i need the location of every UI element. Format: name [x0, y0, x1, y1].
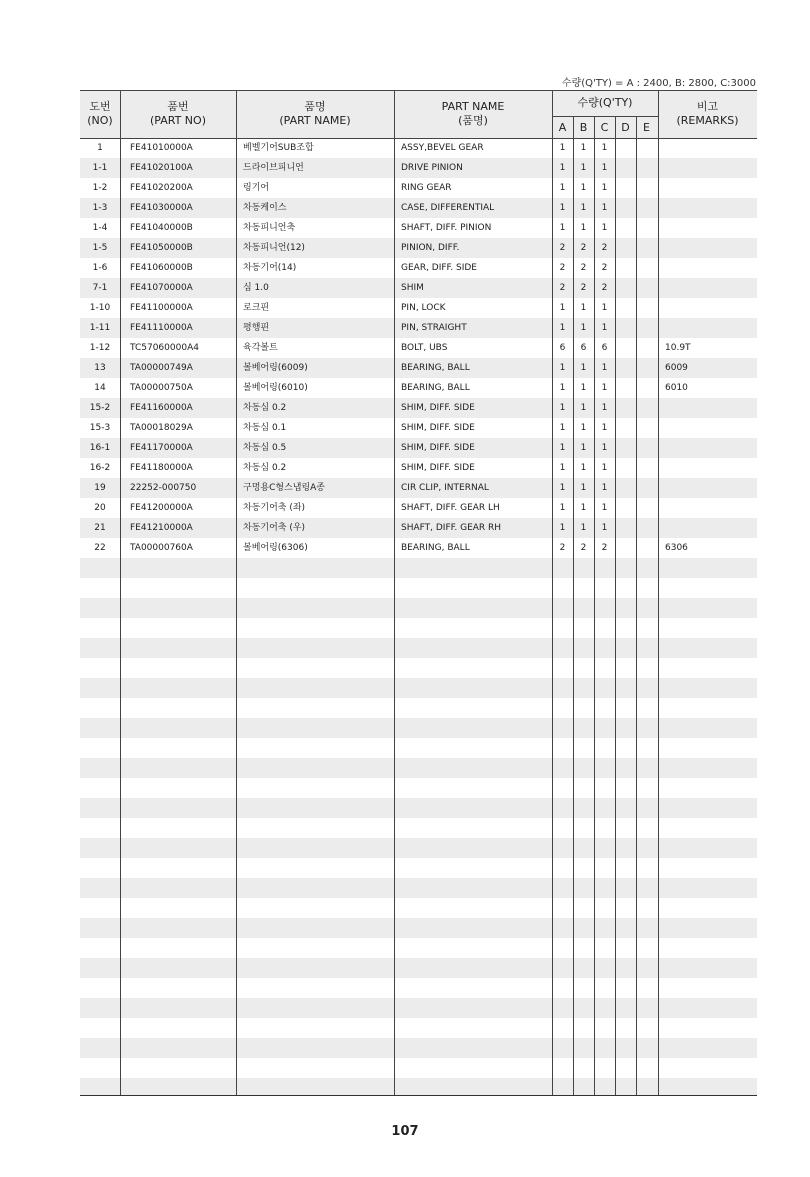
row-no: 15-2 — [89, 403, 111, 413]
column-divider — [552, 90, 553, 1096]
header-no — [80, 90, 120, 138]
row-qty-b: 1 — [580, 383, 587, 393]
row-qty-a: 1 — [559, 463, 566, 473]
row-part-no: FE41070000A — [130, 283, 193, 293]
row-name-kr: 차동심 0.2 — [243, 403, 287, 413]
table-row — [80, 338, 757, 358]
row-name-en: SHIM — [401, 283, 424, 293]
row-qty-a: 1 — [559, 423, 566, 433]
row-qty-c: 1 — [601, 363, 608, 373]
row-name-kr: 베벨기어SUB조합 — [243, 143, 314, 153]
row-qty-c: 1 — [601, 163, 608, 173]
row-qty-b: 1 — [580, 303, 587, 313]
row-name-kr: 차동기어축 (우) — [243, 523, 306, 533]
row-part-no: FE41060000B — [130, 263, 193, 273]
header-qty-b: B — [579, 120, 588, 134]
row-name-en: SHAFT, DIFF. GEAR LH — [401, 503, 500, 513]
header-ename-en: PART NAME — [441, 100, 505, 113]
row-band — [80, 1078, 757, 1096]
row-no: 1-2 — [92, 183, 108, 193]
table-row — [80, 518, 757, 538]
row-qty-c: 1 — [601, 303, 608, 313]
row-qty-c: 1 — [601, 203, 608, 213]
row-no: 1-5 — [92, 243, 108, 253]
row-name-en: PIN, LOCK — [401, 303, 446, 313]
row-qty-a: 1 — [559, 363, 566, 373]
row-band — [80, 878, 757, 898]
row-no: 1-1 — [92, 163, 108, 173]
row-part-no: FE41210000A — [130, 523, 193, 533]
row-qty-c: 1 — [601, 183, 608, 193]
row-qty-c: 1 — [601, 323, 608, 333]
row-qty-c: 2 — [601, 283, 608, 293]
row-part-no: FE41200000A — [130, 503, 193, 513]
row-qty-a: 1 — [559, 183, 566, 193]
qty-split-rule — [552, 116, 658, 117]
header-ename-kr: (품명) — [458, 114, 488, 127]
table-row — [80, 418, 757, 438]
header-remarks-kr: 비고 — [696, 100, 719, 113]
page-number: 107 — [391, 1124, 419, 1139]
row-qty-a: 6 — [559, 343, 566, 353]
quantity-note: 수량(Q'TY) = A : 2400, B: 2800, C:3000 — [561, 78, 756, 89]
table-row — [80, 478, 757, 498]
column-divider — [615, 116, 616, 1096]
row-qty-b: 1 — [580, 443, 587, 453]
row-qty-b: 1 — [580, 323, 587, 333]
table-bottom-rule — [80, 1095, 757, 1096]
column-divider — [236, 90, 237, 1096]
row-name-kr: 육각볼트 — [243, 343, 278, 353]
row-qty-b: 6 — [580, 343, 587, 353]
row-qty-b: 1 — [580, 463, 587, 473]
table-row — [80, 258, 757, 278]
row-part-no: TC57060000A4 — [130, 343, 199, 353]
row-qty-a: 1 — [559, 323, 566, 333]
column-divider — [658, 90, 659, 1096]
row-name-kr: 차동심 0.5 — [243, 443, 287, 453]
table-header — [80, 90, 757, 138]
row-qty-c: 1 — [601, 463, 608, 473]
row-name-en: BEARING, BALL — [401, 383, 470, 393]
row-qty-b: 1 — [580, 403, 587, 413]
row-part-no: FE41020100A — [130, 163, 193, 173]
row-qty-a: 2 — [559, 263, 566, 273]
header-remarks — [658, 90, 757, 138]
row-no: 14 — [94, 383, 106, 393]
header-qty-a: A — [558, 120, 567, 134]
column-divider — [636, 116, 637, 1096]
row-no: 1-12 — [89, 343, 111, 353]
table-row — [80, 438, 757, 458]
row-qty-a: 1 — [559, 523, 566, 533]
row-name-kr: 드라이브피니언 — [243, 163, 304, 173]
row-part-no: FE41100000A — [130, 303, 193, 313]
row-qty-b: 1 — [580, 503, 587, 513]
parts-table — [80, 90, 757, 1096]
table-row — [80, 458, 757, 478]
row-name-kr: 차동기어축 (좌) — [243, 503, 306, 513]
header-part-name-kr — [236, 90, 394, 138]
row-part-no: FE41170000A — [130, 443, 193, 453]
row-part-no: FE41040000B — [130, 223, 193, 233]
row-part-no: FE41180000A — [130, 463, 193, 473]
row-band — [80, 798, 757, 818]
row-no: 1 — [97, 143, 103, 153]
row-qty-c: 1 — [601, 223, 608, 233]
row-part-no: TA00000750A — [130, 383, 193, 393]
header-part-no — [120, 90, 236, 138]
table-row — [80, 298, 757, 318]
row-name-en: SHIM, DIFF. SIDE — [401, 463, 475, 473]
row-no: 19 — [94, 483, 106, 493]
row-name-en: SHIM, DIFF. SIDE — [401, 443, 475, 453]
row-band — [80, 678, 757, 698]
row-qty-b: 1 — [580, 423, 587, 433]
row-no: 1-4 — [92, 223, 108, 233]
row-name-kr: 차동케이스 — [243, 203, 287, 213]
header-part-name-en — [394, 90, 552, 138]
row-qty-a: 1 — [559, 403, 566, 413]
row-name-kr: 링기어 — [243, 183, 270, 193]
header-qty-c: C — [600, 120, 609, 134]
row-remarks: 10.9T — [665, 343, 691, 353]
row-qty-b: 1 — [580, 143, 587, 153]
row-name-en: RING GEAR — [401, 183, 452, 193]
row-part-no: FE41030000A — [130, 203, 193, 213]
row-no: 7-1 — [92, 283, 108, 293]
table-row — [80, 158, 757, 178]
row-qty-c: 1 — [601, 143, 608, 153]
table-row — [80, 378, 757, 398]
column-divider — [120, 90, 121, 1096]
row-no: 15-3 — [89, 423, 111, 433]
row-qty-c: 1 — [601, 383, 608, 393]
table-row — [80, 218, 757, 238]
row-qty-a: 1 — [559, 503, 566, 513]
row-name-en: DRIVE PINION — [401, 163, 463, 173]
row-band — [80, 1038, 757, 1058]
row-qty-a: 2 — [559, 283, 566, 293]
row-no: 22 — [94, 543, 106, 553]
row-no: 1-3 — [92, 203, 108, 213]
row-part-no: 22252-000750 — [130, 483, 197, 493]
row-name-kr: 차동심 0.1 — [243, 423, 287, 433]
row-name-en: BEARING, BALL — [401, 363, 470, 373]
row-qty-c: 6 — [601, 343, 608, 353]
row-qty-c: 1 — [601, 503, 608, 513]
row-part-no: TA00018029A — [130, 423, 193, 433]
table-row — [80, 498, 757, 518]
column-divider — [594, 116, 595, 1096]
row-no: 1-10 — [89, 303, 111, 313]
row-remarks: 6009 — [665, 363, 688, 373]
row-band — [80, 638, 757, 658]
row-part-no: FE41010000A — [130, 143, 193, 153]
row-part-no: FE41050000B — [130, 243, 193, 253]
row-qty-b: 1 — [580, 203, 587, 213]
header-qty-d: D — [621, 120, 630, 134]
table-row — [80, 178, 757, 198]
row-qty-c: 1 — [601, 523, 608, 533]
row-name-kr: 볼베어링(6009) — [243, 363, 308, 373]
row-name-kr: 차동기어(14) — [243, 263, 297, 273]
row-name-kr: 로크핀 — [243, 303, 270, 313]
column-divider — [394, 90, 395, 1096]
header-qty — [552, 90, 658, 116]
row-name-kr: 심 1.0 — [243, 283, 269, 293]
row-no: 16-2 — [89, 463, 111, 473]
row-remarks: 6306 — [665, 543, 688, 553]
row-remarks: 6010 — [665, 383, 688, 393]
row-qty-b: 2 — [580, 243, 587, 253]
row-qty-a: 1 — [559, 383, 566, 393]
row-no: 13 — [94, 363, 106, 373]
row-qty-b: 1 — [580, 363, 587, 373]
row-name-en: ASSY,BEVEL GEAR — [401, 143, 484, 153]
row-name-en: SHIM, DIFF. SIDE — [401, 403, 475, 413]
row-part-no: TA00000749A — [130, 363, 193, 373]
row-band — [80, 558, 757, 578]
row-name-en: CIR CLIP, INTERNAL — [401, 483, 489, 493]
row-name-kr: 차동피니언축 — [243, 223, 296, 233]
header-part-no-en: (PART NO) — [150, 114, 206, 127]
table-row — [80, 138, 757, 158]
table-row — [80, 238, 757, 258]
header-no-kr: 도번 — [89, 100, 111, 113]
row-name-kr: 차동심 0.2 — [243, 463, 287, 473]
row-qty-b: 2 — [580, 283, 587, 293]
row-name-kr: 볼베어링(6010) — [243, 383, 308, 393]
row-qty-b: 1 — [580, 183, 587, 193]
row-name-kr: 볼베어링(6306) — [243, 543, 308, 553]
row-part-no: FE41160000A — [130, 403, 193, 413]
header-qty-e: E — [643, 120, 650, 134]
row-band — [80, 598, 757, 618]
table-row — [80, 538, 757, 558]
table-row — [80, 278, 757, 298]
table-row — [80, 318, 757, 338]
row-qty-b: 1 — [580, 223, 587, 233]
row-qty-b: 1 — [580, 163, 587, 173]
row-no: 21 — [94, 523, 106, 533]
header-part-no-kr: 품번 — [167, 100, 189, 113]
row-part-no: FE41110000A — [130, 323, 193, 333]
header-kname-kr: 품명 — [304, 100, 326, 113]
row-qty-a: 1 — [559, 143, 566, 153]
row-qty-c: 2 — [601, 263, 608, 273]
row-part-no: TA00000760A — [130, 543, 193, 553]
header-bottom-rule — [80, 138, 757, 139]
row-qty-b: 2 — [580, 263, 587, 273]
row-qty-a: 2 — [559, 243, 566, 253]
row-band — [80, 718, 757, 738]
row-qty-a: 2 — [559, 543, 566, 553]
row-name-kr: 차동피니언(12) — [243, 243, 305, 253]
row-name-en: BEARING, BALL — [401, 543, 470, 553]
table-row — [80, 198, 757, 218]
row-name-kr: 구멍용C형스냅링A종 — [243, 483, 325, 493]
row-name-kr: 평행핀 — [243, 323, 270, 333]
row-name-en: PIN, STRAIGHT — [401, 323, 467, 333]
row-qty-a: 1 — [559, 223, 566, 233]
row-band — [80, 998, 757, 1018]
row-qty-a: 1 — [559, 483, 566, 493]
table-row — [80, 398, 757, 418]
row-qty-b: 1 — [580, 523, 587, 533]
row-name-en: GEAR, DIFF. SIDE — [401, 263, 477, 273]
row-band — [80, 958, 757, 978]
row-no: 1-6 — [92, 263, 108, 273]
row-band — [80, 758, 757, 778]
row-no: 1-11 — [89, 323, 111, 333]
row-qty-c: 1 — [601, 443, 608, 453]
header-remarks-en: (REMARKS) — [676, 114, 739, 127]
row-name-en: SHIM, DIFF. SIDE — [401, 423, 475, 433]
row-name-en: SHAFT, DIFF. PINION — [401, 223, 492, 233]
row-qty-c: 2 — [601, 243, 608, 253]
header-kname-en: (PART NAME) — [279, 114, 351, 127]
row-qty-b: 1 — [580, 483, 587, 493]
row-qty-b: 2 — [580, 543, 587, 553]
column-divider — [573, 116, 574, 1096]
row-no: 16-1 — [89, 443, 111, 453]
row-part-no: FE41020200A — [130, 183, 193, 193]
row-band — [80, 918, 757, 938]
row-qty-c: 1 — [601, 483, 608, 493]
row-qty-c: 1 — [601, 423, 608, 433]
row-qty-a: 1 — [559, 163, 566, 173]
row-qty-c: 1 — [601, 403, 608, 413]
row-qty-a: 1 — [559, 443, 566, 453]
row-band — [80, 838, 757, 858]
row-name-en: BOLT, UBS — [401, 343, 448, 353]
row-name-en: CASE, DIFFERENTIAL — [401, 203, 495, 213]
row-name-en: PINION, DIFF. — [401, 243, 460, 253]
row-qty-a: 1 — [559, 303, 566, 313]
header-no-en: (NO) — [87, 114, 113, 127]
table-row — [80, 358, 757, 378]
row-qty-a: 1 — [559, 203, 566, 213]
row-name-en: SHAFT, DIFF. GEAR RH — [401, 523, 502, 533]
table-top-rule — [80, 90, 757, 91]
header-qty-label: 수량(Q'TY) — [577, 96, 633, 109]
row-qty-c: 2 — [601, 543, 608, 553]
row-no: 20 — [94, 503, 106, 513]
